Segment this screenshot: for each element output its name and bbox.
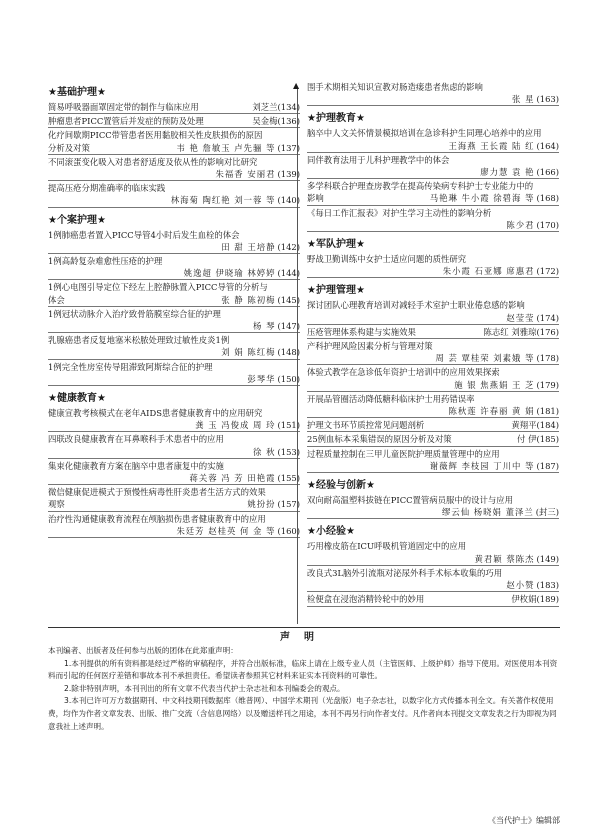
entry-authors: 彭琴华 xyxy=(247,373,276,384)
entry-page-number: (185) xyxy=(536,434,559,445)
toc-right-column xyxy=(307,80,559,607)
entry-page-number: (184) xyxy=(536,420,559,431)
section-title: ★个案护理★ xyxy=(48,214,106,226)
entry-title xyxy=(307,299,559,311)
entry-title xyxy=(48,433,300,445)
entry-title-text: 护理文书环节质控常见问题剖析 xyxy=(307,420,425,431)
toc-entry[interactable] xyxy=(307,207,559,232)
entry-page-number: (140) xyxy=(277,195,300,206)
entry-title-text: 化疗间歇期PICC带管患者医用黏胶相关性皮肤损伤的原因 xyxy=(48,130,263,141)
entry-authors: 蒋关蓉 冯 芳 田艳霞 xyxy=(189,473,276,484)
entry-title-text: 1例肺癌患者置入PICC导管4小时后发生血栓的体会 xyxy=(48,229,240,240)
entry-title xyxy=(307,81,559,93)
entry-authors: 刘芝兰 xyxy=(252,102,278,112)
entry-page-number: (151) xyxy=(277,420,300,431)
entry-page-number: (150) xyxy=(277,373,300,384)
entry-authors: 黄君颖 蔡陈杰 xyxy=(474,553,535,564)
entry-title-text: 改良式3L脑外引流瓶对泌尿外科手术标本收集的巧用 xyxy=(307,567,503,578)
entry-page-number: (157) xyxy=(277,499,300,510)
entry-authors: 张 静 陈初梅 xyxy=(221,294,276,305)
entry-title xyxy=(48,255,300,267)
entry-title xyxy=(307,366,559,378)
entry-title-text: 微信健康促进模式于预慢性病毒性肝炎患者生活方式的效果 xyxy=(48,487,266,498)
entry-authors: 杨 琴 xyxy=(253,321,276,332)
entry-title-continued: 观察 xyxy=(48,499,65,510)
entry-authors: 付 伊 xyxy=(517,434,537,445)
toc-entry[interactable] xyxy=(307,540,559,565)
entry-authors: 周 芸 覃桂荣 刘素娥 等 xyxy=(435,353,535,364)
toc-entry[interactable] xyxy=(48,308,300,333)
entry-title xyxy=(48,407,300,419)
entry-page-number: (174) xyxy=(536,312,559,323)
entry-title-text: 乳腺癌患者反复地塞米松脓处理致过敏性皮炎1例 xyxy=(48,335,230,346)
section-title: ★基础护理★ xyxy=(48,87,106,98)
entry-page-number: (170) xyxy=(536,219,559,230)
entry-title-text: 检便盒在浸泡消精铃轮中的妙用 xyxy=(307,594,425,605)
entry-title-continued: 体会 xyxy=(48,294,65,305)
entry-title-text: 不同滚蛋变化吸入对患者舒适度及依从性的影响对比研究 xyxy=(48,156,258,167)
entry-title-text: 双向耐高温塑料拔链在PICC置管病员服中的设计与应用 xyxy=(307,495,514,506)
entry-authors: 刘 娟 陈红梅 xyxy=(221,347,276,358)
toc-entry[interactable] xyxy=(307,366,559,391)
entry-title xyxy=(48,460,300,472)
section-title: ★小经验★ xyxy=(307,526,355,538)
entry-title xyxy=(48,182,300,194)
entry-title xyxy=(307,393,559,405)
entry-page-number: (139) xyxy=(277,169,300,180)
entry-authors: 陈少君 xyxy=(506,219,535,230)
entry-title-text: 探讨团队心理教育培训对减轻手术室护士职业倦怠感的影响 xyxy=(307,300,525,311)
declaration-intro: 本刊编者、出版者及任何参与出版的团体在此郑重声明： xyxy=(48,646,238,655)
entry-page-number: (187) xyxy=(536,460,559,471)
entry-authors: 姚扮扮 xyxy=(247,499,276,510)
toc-entry[interactable] xyxy=(48,486,300,511)
entry-page-number: (166) xyxy=(536,167,559,178)
entry-authors: 赵小赞 xyxy=(506,580,535,591)
entry-authors: 廖力慧 袁 艳 xyxy=(480,167,535,178)
entry-title xyxy=(48,129,300,141)
entry-authors: 陈秋莲 许春丽 黄 娟 xyxy=(448,406,535,417)
entry-title xyxy=(307,593,559,605)
entry-title xyxy=(48,101,300,113)
entry-page-number: (160) xyxy=(277,525,300,536)
toc-entry[interactable] xyxy=(48,407,300,432)
toc-entry[interactable] xyxy=(48,115,300,128)
toc-entry[interactable] xyxy=(48,156,300,181)
entry-title-text: 简易呼吸器面罩固定带的制作与临床应用 xyxy=(48,102,199,112)
entry-page-number: (183) xyxy=(536,580,559,591)
declaration-item: 2.除非特别声明，本刊刊出的所有文章不代表当代护士杂志社和本刊编委会的观点。 xyxy=(64,683,345,693)
toc-entry[interactable] xyxy=(307,448,559,473)
entry-page-number: (164) xyxy=(536,140,559,151)
toc-entry[interactable] xyxy=(307,340,559,365)
entry-title xyxy=(307,180,559,192)
entry-title-continued: 影响 xyxy=(307,193,324,204)
toc-entry[interactable] xyxy=(307,127,559,152)
entry-authors: 徐 秋 xyxy=(253,446,276,457)
entry-title-text: 围手术期相关知识宣教对肠造瘘患者焦虑的影响 xyxy=(307,82,483,92)
entry-authors: 伊枚娟 xyxy=(511,594,537,605)
entry-title xyxy=(48,486,300,498)
entry-title-text: 野战卫勤训练中女护士适应问题的质性研究 xyxy=(307,254,467,265)
entry-title xyxy=(307,326,559,338)
entry-page-number: (封三) xyxy=(535,507,559,518)
entry-authors: 田 甜 王培静 xyxy=(221,241,276,252)
entry-title-text: 1例心电图引导定位下经左上腔静脉置入PICC导管的分析与 xyxy=(48,282,268,293)
entry-page-number: (144) xyxy=(277,268,300,279)
toc-entry[interactable] xyxy=(307,299,559,324)
entry-title xyxy=(307,433,559,445)
entry-page-number: (163) xyxy=(536,94,559,105)
entry-title xyxy=(307,540,559,552)
section-title: ★军队护理★ xyxy=(307,239,365,251)
entry-page-number: (178) xyxy=(536,353,559,364)
entry-title xyxy=(48,156,300,168)
toc-entry[interactable] xyxy=(307,180,559,205)
triangle-marker-icon: ▲ xyxy=(293,81,300,90)
entry-page-number: (142) xyxy=(277,241,300,252)
toc-entry[interactable] xyxy=(307,433,559,446)
toc-section xyxy=(307,479,559,519)
entry-title xyxy=(48,334,300,346)
toc-section xyxy=(307,81,559,106)
entry-title-text: 肿瘤患者PICC置管后并发症的预防及处理 xyxy=(48,116,204,127)
declaration xyxy=(48,627,560,825)
entry-page-number: (147) xyxy=(277,321,300,332)
entry-title xyxy=(307,419,559,431)
entry-page-number: (149) xyxy=(536,553,559,564)
entry-title xyxy=(307,494,559,506)
toc-entry[interactable] xyxy=(48,460,300,485)
entry-authors: 王海燕 王长霞 陆 红 xyxy=(448,140,535,151)
entry-authors: 黄翔平 xyxy=(511,420,537,431)
entry-title xyxy=(307,253,559,265)
toc-left-column xyxy=(48,80,300,538)
entry-title xyxy=(307,567,559,579)
column-divider xyxy=(297,88,298,624)
toc-section xyxy=(48,392,300,538)
entry-page-number: (148) xyxy=(277,347,300,358)
entry-title-text: 脑卒中人文关怀情景模拟培训在急诊科护生同理心培养中的应用 xyxy=(307,128,542,139)
toc-entry[interactable] xyxy=(48,255,300,280)
entry-title xyxy=(307,154,559,166)
section-title: ★护理管理★ xyxy=(307,285,365,297)
toc-entry[interactable] xyxy=(48,513,300,538)
entry-page-number: (181) xyxy=(536,406,559,417)
entry-title-text: 产科护理风险因素分析与管理对策 xyxy=(307,341,433,352)
entry-authors: 张 星 xyxy=(512,94,535,105)
entry-authors: 韦 艳 詹敏玉 卢先骊 等 xyxy=(176,142,276,153)
toc-entry[interactable] xyxy=(48,361,300,386)
entry-authors: 吴金梅 xyxy=(252,116,278,127)
toc-entry[interactable] xyxy=(307,593,559,606)
entry-title-text: 1例高龄复杂难愈性压疮的护理 xyxy=(48,256,163,267)
entry-title xyxy=(307,207,559,219)
entry-title xyxy=(48,229,300,241)
entry-title-text: 压疮管理体系构建与实施效果 xyxy=(307,326,416,337)
entry-title xyxy=(307,127,559,139)
toc-entry[interactable] xyxy=(48,229,300,254)
entry-authors: 施 银 焦燕娟 王 芝 xyxy=(454,379,535,390)
toc-entry[interactable] xyxy=(307,154,559,179)
entry-title xyxy=(48,281,300,293)
entry-title-text: 开展品管圈活动降低糖科临床护士用药错误率 xyxy=(307,393,475,404)
entry-page-number: (136) xyxy=(277,116,300,127)
entry-title-text: 《每日工作汇报表》对护生学习主动性的影响分析 xyxy=(307,207,492,218)
entry-title-text: 过程质量控制在三甲儿童医院护理质量管理中的应用 xyxy=(307,448,500,459)
toc-entry[interactable] xyxy=(307,567,559,592)
toc-entry[interactable] xyxy=(307,393,559,418)
toc-entry[interactable] xyxy=(307,253,559,278)
toc-entry[interactable] xyxy=(48,281,300,306)
section-title: ★经验与创新★ xyxy=(307,480,375,492)
toc-entry[interactable] xyxy=(48,129,300,154)
toc-entry[interactable] xyxy=(307,419,559,432)
entry-title-text: 健康宣教考核模式在老年AIDS患者健康教育中的应用研究 xyxy=(48,408,263,419)
entry-title xyxy=(48,308,300,320)
entry-title-text: 1例冠状动脉介入治疗致骨筋膜室综合征的护理 xyxy=(48,308,221,319)
entry-authors: 马艳琳 牛小霞 徐碧海 等 xyxy=(429,193,535,204)
entry-authors: 缪云仙 杨晓娟 董泽兰 xyxy=(442,507,534,518)
entry-title xyxy=(307,448,559,460)
entry-title-text: 同伴教育法用于儿科护理教学中的体会 xyxy=(307,154,450,165)
toc-section xyxy=(307,525,559,606)
entry-page-number: (168) xyxy=(536,193,559,204)
toc-section xyxy=(48,86,300,208)
entry-authors: 林海菊 陶红艳 刘一蓉 等 xyxy=(170,195,276,206)
entry-title xyxy=(48,513,300,525)
entry-page-number: (189) xyxy=(536,594,559,605)
entry-authors: 姚逸超 伊晓瑜 林婷婷 xyxy=(183,268,276,279)
toc-entry[interactable] xyxy=(48,334,300,359)
entry-title-text: 25例血标本采集错误的原因分析及对策 xyxy=(307,434,452,445)
entry-page-number: (176) xyxy=(536,326,559,337)
entry-title-text: 多学科联合护理查房教学在提高传染病专科护士专业能力中的 xyxy=(307,181,534,192)
entry-page-number: (153) xyxy=(277,446,300,457)
entry-page-number: (179) xyxy=(536,379,559,390)
section-title: ★健康教育★ xyxy=(48,393,106,405)
entry-title xyxy=(307,340,559,352)
entry-page-number: (134) xyxy=(277,102,300,112)
section-title: ★护理教育★ xyxy=(307,113,365,125)
entry-title xyxy=(48,115,300,127)
entry-title-text: 提高压疮分期准确率的临床实践 xyxy=(48,183,166,194)
entry-title-text: 巧用橡皮筋在ICU呼吸机管道固定中的应用 xyxy=(307,541,467,552)
entry-title-text: 治疗性沟通健康教育流程在颅脑损伤患者健康教育中的应用 xyxy=(48,513,266,524)
entry-page-number: (155) xyxy=(277,473,300,484)
declaration-item: 3.本刊已许可万方数据期刊、中文科技期刊数据库（维普网）、中国学术期刊（光盘版）电子杂志社，以数字化方式传播本刊全文。有关著作权使用费，均作为作者文章发表、出版、推广交流（含信息网络）以及赠送样刊之用途，本刊不再另行向作者支付。凡作者向本刊提交文章发表之行为即视为同意我社上述声明。 xyxy=(48,696,557,731)
toc-section xyxy=(48,214,300,386)
entry-title-text: 集束化健康教育方案在脑卒中患者康复中的实施 xyxy=(48,460,224,471)
entry-authors: 朱廷芳 赵桂英 何 金 等 xyxy=(176,525,276,536)
entry-title xyxy=(48,361,300,373)
toc-section xyxy=(307,238,559,278)
entry-authors: 陈志红 刘雅琼 xyxy=(483,326,537,337)
toc-entry[interactable] xyxy=(307,326,559,339)
toc-entry[interactable] xyxy=(307,81,559,106)
declaration-item: 1.本刊提供的所有资料都是经过严格的审稿程序，并符合出版标准，临床上请在上级专业人员（主管医师、上级护师）指导下使用。对医使用本刊资料而引起的任何医疗差错和事故本刊不承担责任。希望读者参照其它材料来证实本刊资料的可靠性。 xyxy=(48,658,558,681)
toc-section xyxy=(307,112,559,232)
entry-page-number: (172) xyxy=(536,266,559,277)
toc-entry[interactable] xyxy=(48,182,300,207)
toc-entry[interactable] xyxy=(48,433,300,458)
entry-title-text: 体验式教学在急诊低年资护士培训中的应用效果探索 xyxy=(307,367,500,378)
entry-title-text: 1例完全性房室传导阻滞致阿斯综合征的护理 xyxy=(48,361,213,372)
toc-section xyxy=(307,284,559,473)
entry-authors: 龚 玉 冯俊成 周 玲 xyxy=(195,420,276,431)
entry-page-number: (137) xyxy=(277,142,300,153)
toc-entry[interactable] xyxy=(48,101,300,114)
toc-entry[interactable] xyxy=(307,494,559,519)
entry-authors: 谢薇辉 李枝园 丁川中 等 xyxy=(429,460,535,471)
entry-authors: 赵莹莹 xyxy=(506,312,535,323)
declaration-heading: 声明 xyxy=(48,627,560,645)
entry-authors: 朱福香 安丽君 xyxy=(215,169,276,180)
declaration-signature: 《当代护士》编辑部 xyxy=(488,816,560,825)
entry-title-text: 四联改良健康教育在耳鼻喉科手术患者中的应用 xyxy=(48,434,224,445)
entry-page-number: (145) xyxy=(277,294,300,305)
entry-authors: 朱小霞 石亚娜 席惠君 xyxy=(442,266,535,277)
entry-title-continued: 分析及对策 xyxy=(48,142,90,153)
